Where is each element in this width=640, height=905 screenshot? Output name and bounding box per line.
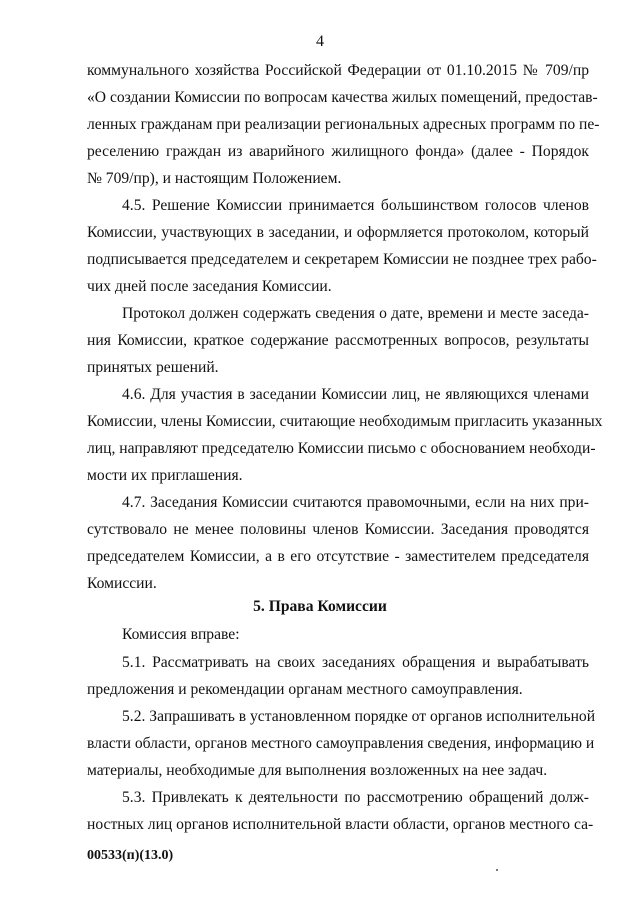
text-line: реселению граждан из аварийного жилищного фонда» (далее - Порядок — [87, 143, 589, 160]
text-line: Комиссии, участвующих в заседании, и оформляется протоколом, который — [87, 224, 589, 241]
text-line: ния Комиссии, краткое содержание рассмотренных вопросов, результаты — [87, 332, 589, 349]
text-line: коммунального хозяйства Российской Федерации от 01.10.2015 № 709/пр — [87, 62, 589, 79]
text-line: председателем Комиссии, а в его отсутствие - заместителем председателя — [87, 548, 589, 565]
text-line: 4.7. Заседания Комиссии считаются правомочными, если на них при- — [122, 494, 589, 511]
text-line: подписывается председателем и секретарем Комиссии не позднее трех рабо- — [87, 251, 597, 268]
text-line: 5.2. Запрашивать в установленном порядке от органов исполнительной — [122, 708, 596, 725]
footer-code: 00533(п)(13.0) — [87, 848, 174, 863]
text-line: 4.6. Для участия в заседании Комиссии лиц, не являющихся членами — [122, 386, 589, 403]
text-line: чих дней после заседания Комиссии. — [87, 278, 332, 295]
page-number: 4 — [316, 33, 324, 50]
text-line: 5.1. Рассматривать на своих заседаниях обращения и вырабатывать — [122, 654, 589, 671]
section-heading: 5. Права Комиссии — [253, 598, 387, 615]
text-line: 5.3. Привлекать к деятельности по рассмотрению обращений долж- — [122, 789, 589, 806]
text-line: Комиссии. — [87, 575, 157, 592]
text-line: мости их приглашения. — [87, 467, 243, 484]
text-line: «О создании Комиссии по вопросам качества жилых помещений, предостав- — [87, 89, 598, 106]
text-line: Комиссии, члены Комиссии, считающие необходимым пригласить указанных — [87, 413, 603, 430]
text-line: ленных гражданам при реализации региональных адресных программ по пе- — [87, 116, 600, 133]
text-line: Комиссия вправе: — [122, 626, 240, 643]
text-line: Протокол должен содержать сведения о дате, времени и месте заседа- — [122, 305, 589, 322]
scan-speck — [496, 869, 498, 871]
text-line: власти области, органов местного самоуправления сведения, информацию и — [87, 735, 595, 752]
text-line: № 709/пр), и настоящим Положением. — [87, 170, 342, 187]
text-line: 4.5. Решение Комиссии принимается большинством голосов членов — [122, 197, 589, 214]
text-line: лиц, направляют председателю Комиссии письмо с обоснованием необходи- — [87, 440, 596, 457]
text-line: ностных лиц органов исполнительной власти области, органов местного са- — [87, 816, 594, 833]
text-line: сутствовало не менее половины членов Комиссии. Заседания проводятся — [87, 521, 589, 538]
text-line: материалы, необходимые для выполнения возложенных на нее задач. — [87, 762, 548, 779]
text-line: предложения и рекомендации органам местного самоуправления. — [87, 681, 523, 698]
text-line: принятых решений. — [87, 359, 219, 376]
